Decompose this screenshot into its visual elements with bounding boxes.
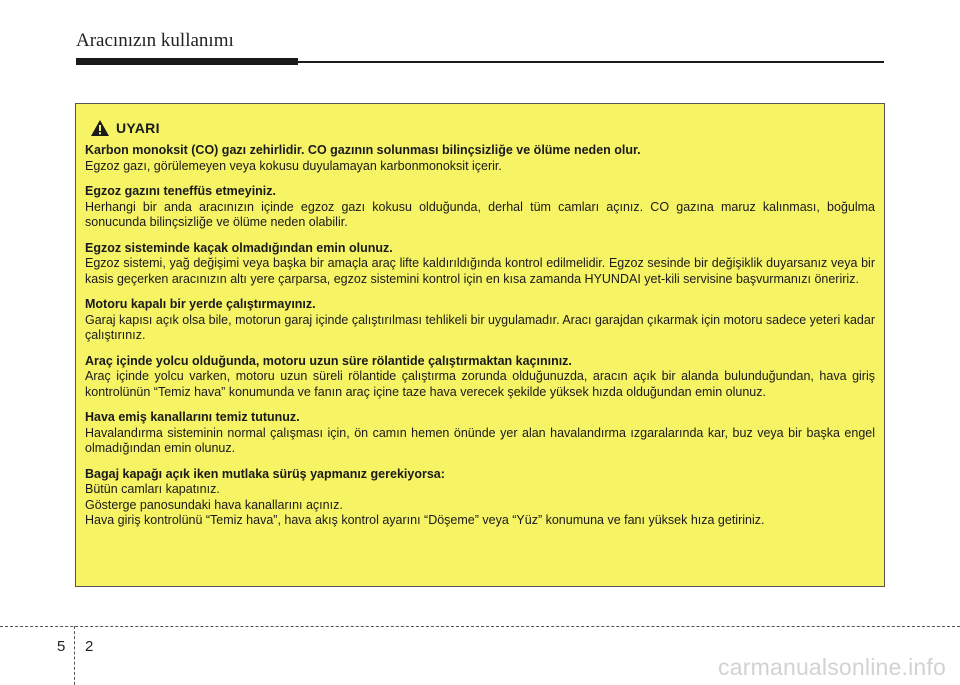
header-rule-thin xyxy=(298,61,884,63)
warning-section xyxy=(85,184,875,231)
section-text: Herhangi bir anda aracınızın içinde egzoz gazı kokusu olduğunda, derhal tüm camları açınız. CO gazına maruz kalınması, boğulma sonucunda bilinçsizliğe ve ölüme neden olabilir. xyxy=(85,199,875,229)
section-text: Havalandırma sisteminin normal çalışması için, ön camın hemen önünde yer alan havalandırma ızgaralarında kar, buz veya bir başka engel olmadığından emin olunuz. xyxy=(85,425,875,455)
page-number-page: 2 xyxy=(85,638,94,655)
page-header-title: Aracınızın kullanımı xyxy=(76,30,234,51)
warning-section xyxy=(85,467,875,529)
footer-divider xyxy=(0,626,960,627)
section-text: Bütün camları kapatınız. xyxy=(85,482,220,496)
warning-section xyxy=(85,297,875,344)
watermark: carmanualsonline.info xyxy=(718,654,946,680)
section-text: Egzoz sistemi, yağ değişimi veya başka bir amaçla araç lifte kaldırıldığında kontrol edilmelidir. Egzoz sesinde bir değişiklik duyarsanız veya bir kasis geçerken aracınızın altı yere çarparsa, egzoz sistemini kontrol için en kısa zamanda HYUNDAI yet-kili servisine başvurmanızı öneririz. xyxy=(85,256,875,286)
warning-section xyxy=(85,354,875,401)
section-heading: Araç içinde yolcu olduğunda, motoru uzun süre rölantide çalıştırmaktan kaçınınız. xyxy=(85,353,572,368)
warning-section xyxy=(85,241,875,288)
section-heading: Egzoz gazını teneffüs etmeyiniz. xyxy=(85,184,276,198)
footer-vertical-divider xyxy=(74,626,75,685)
section-heading: Egzoz sisteminde kaçak olmadığından emin olunuz. xyxy=(85,240,393,255)
warning-title: UYARI xyxy=(116,120,160,136)
section-heading: Hava emiş kanallarını temiz tutunuz. xyxy=(85,410,300,424)
section-text: Araç içinde yolcu varken, motoru uzun süreli rölantide çalıştırma zorunda olduğunuzda, aracın açık bir alanda bulunduğundan, hava giriş kontrolünün “Temiz hava” konumunda ve fanın araç içine taze hava verecek şekilde yüksek hızda olduğundan emin olunuz. xyxy=(85,369,875,399)
warning-section xyxy=(85,143,875,174)
section-text: Hava giriş kontrolünü “Temiz hava”, hava akış kontrol ayarını “Döşeme” veya “Yüz” konumuna ve fanı yüksek hıza getiriniz. xyxy=(85,513,765,527)
section-heading: Motoru kapalı bir yerde çalıştırmayınız. xyxy=(85,297,316,311)
section-heading: Bagaj kapağı açık iken mutlaka sürüş yapmanız gerekiyorsa: xyxy=(85,466,445,481)
warning-header xyxy=(85,117,875,139)
section-heading: Karbon monoksit (CO) gazı zehirlidir. CO gazının solunması bilinçsizliğe ve ölüme neden olur. xyxy=(85,143,641,157)
warning-sections xyxy=(85,143,875,529)
header-rule-thick xyxy=(76,58,298,65)
warning-triangle-icon xyxy=(90,119,110,137)
warning-box xyxy=(75,103,885,587)
section-text: Gösterge panosundaki hava kanallarını açınız. xyxy=(85,497,343,512)
section-text: Egzoz gazı, görülemeyen veya kokusu duyulamayan karbonmonoksit içerir. xyxy=(85,158,502,173)
section-text: Garaj kapısı açık olsa bile, motorun garaj içinde çalıştırılması tehlikeli bir uygulamadır. Aracı garajdan çıkarmak için motoru sadece yeteri kadar çalıştırınız. xyxy=(85,312,875,342)
warning-section xyxy=(85,410,875,457)
page-number-chapter: 5 xyxy=(57,638,66,655)
